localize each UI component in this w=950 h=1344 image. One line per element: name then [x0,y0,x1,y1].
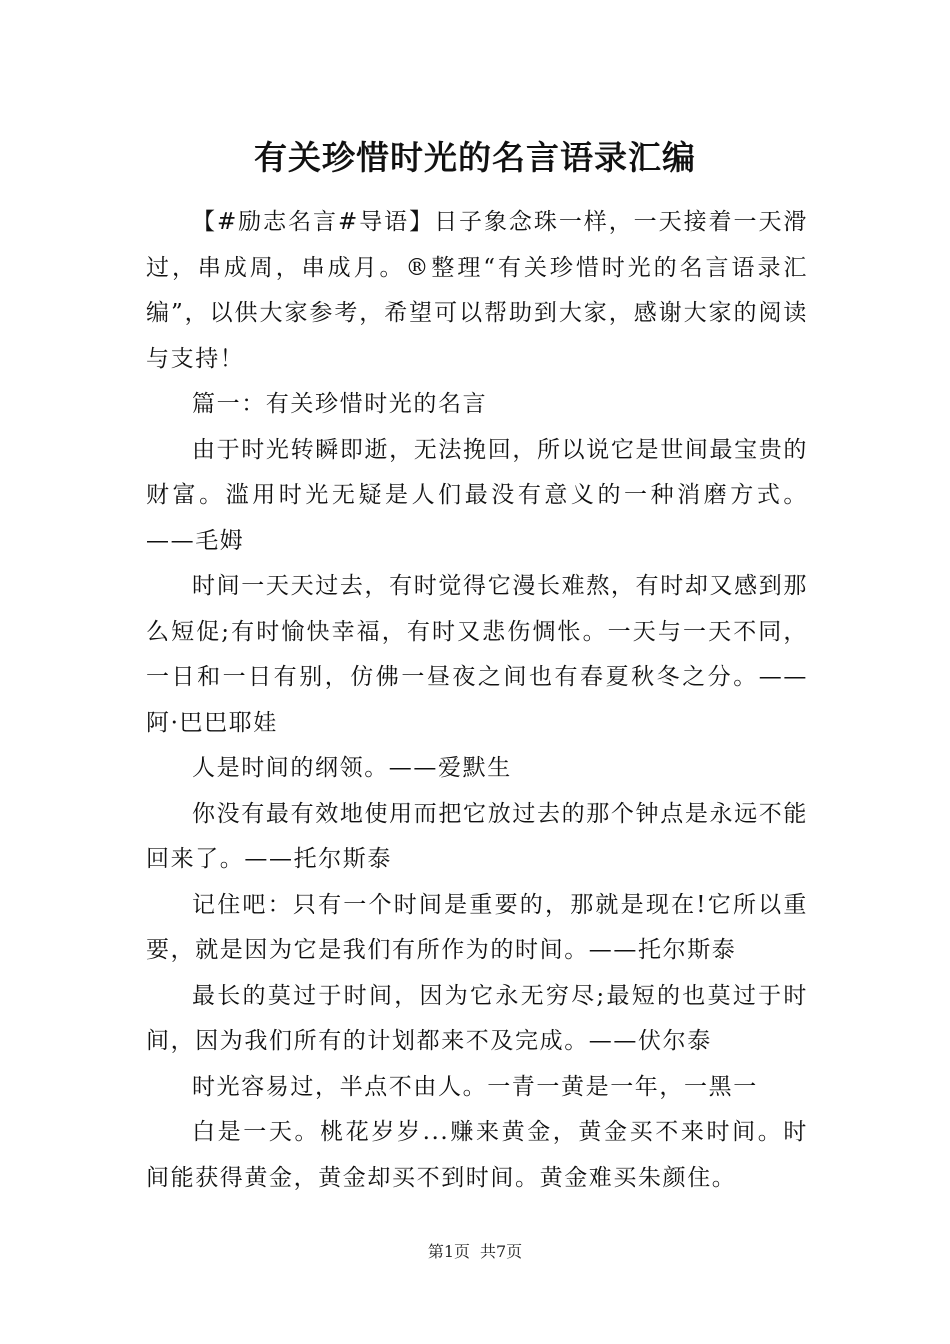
section-heading: 篇一：有关珍惜时光的名言 [192,391,488,417]
quote-paragraph: 由于时光转瞬即逝，无法挽回，所以说它是世间最宝贵的财富。滥用时光无疑是人们最没有意义的一种消磨方式。——毛姆 [146,436,808,554]
quote-paragraph: 时光容易过，半点不由人。一青一黄是一年，一黑一 [192,1073,758,1100]
page-footer [0,1240,950,1264]
document-body [146,200,808,1201]
quote-paragraph: 人是时间的纲领。——爱默生 [192,755,512,781]
page-total: 共7页 [480,1242,523,1261]
document-title: 有关珍惜时光的名言语录汇编 [254,138,696,177]
quote-paragraph: 最长的莫过于时间，因为它永无穷尽;最短的也莫过于时间，因为我们所有的计划都来不及完成。——伏尔泰 [146,982,808,1054]
intro-paragraph: 【#励志名言#导语】日子象念珠一样，一天接着一天滑过，串成周，串成月。®整理“有关珍惜时光的名言语录汇编”，以供大家参考，希望可以帮助到大家，感谢大家的阅读与支持！ [146,209,808,372]
page-number: 第1页 [427,1242,470,1261]
quote-paragraph: 你没有最有效地使用而把它放过去的那个钟点是永远不能回来了。——托尔斯泰 [146,800,808,872]
quote-paragraph: 白是一天。桃花岁岁...赚来黄金，黄金买不来时间。时间能获得黄金，黄金却买不到时间。黄金难买朱颜住。 [146,1119,808,1191]
quote-paragraph: 时间一天天过去，有时觉得它漫长难熬，有时却又感到那么短促;有时愉快幸福，有时又悲伤惆怅。一天与一天不同，一日和一日有别，仿佛一昼夜之间也有春夏秋冬之分。——阿·巴巴耶娃 [146,573,808,736]
quote-paragraph: 记住吧：只有一个时间是重要的，那就是现在!它所以重要，就是因为它是我们有所作为的时间。——托尔斯泰 [146,891,808,963]
